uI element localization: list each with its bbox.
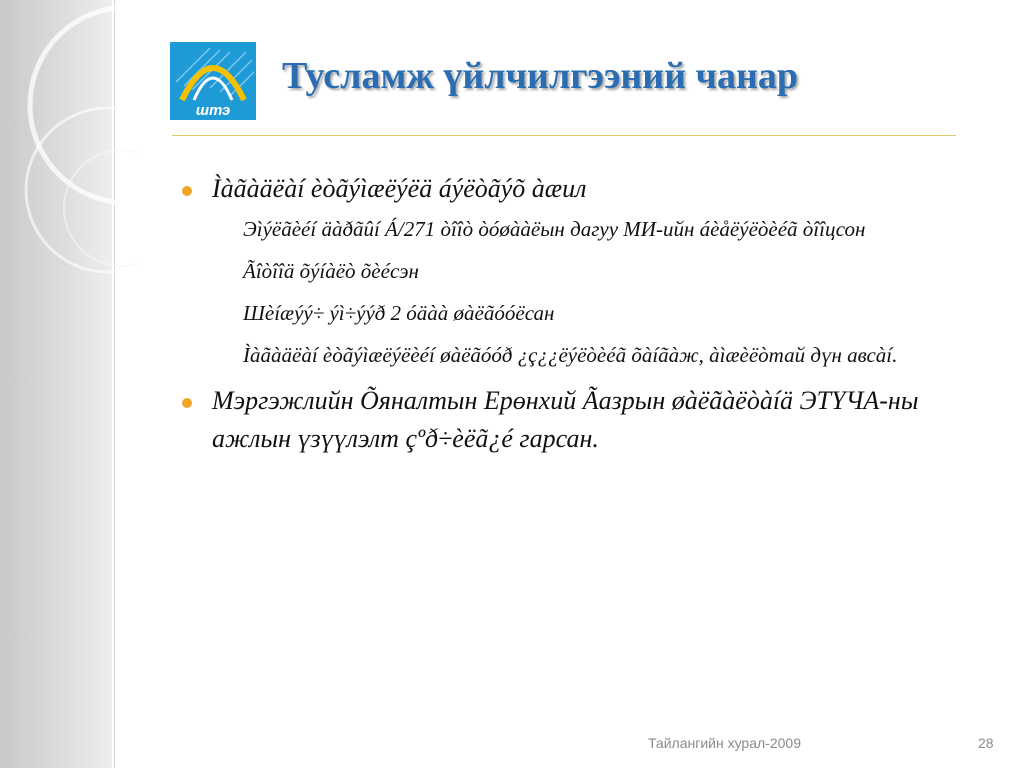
sub-bullet-item: Шèíæýý÷ ýì÷ýýð 2 óäàà øàëãóóëсан xyxy=(243,301,555,325)
bullet-dot-icon xyxy=(182,398,192,408)
bullet-item xyxy=(180,382,972,458)
slide-title: Тусламж үйлчилгээний чанар xyxy=(282,55,799,97)
bullet-item xyxy=(180,170,980,208)
bullet-text: Мэргэжлийн Õяналтын Ерөнхий Ãазрын øàëãàëòàíä ЭТҮЧА-ны ажлын үзүүлэлт çºð÷èëã¿é гарсан. xyxy=(212,386,919,453)
page-number: 28 xyxy=(978,735,994,751)
bullet-dot-icon xyxy=(182,186,192,196)
bullet-text: Ìàãàäëàí èòãýìæëýëä áýëòãýõ àæил xyxy=(212,174,587,203)
footer-event: Тайлангийн хурал-2009 xyxy=(648,735,801,751)
decorative-circles xyxy=(0,0,140,320)
sub-bullet-item: Ìàãàäëàí èòãýìæëýëèéí øàëãóóð ¿ç¿¿ëýëòèéã õàíãàж, àìæèëòтай дүн авсàí. xyxy=(243,343,898,367)
title-divider xyxy=(172,135,956,136)
logo-text: штэ xyxy=(195,102,231,119)
slide-content xyxy=(180,170,980,458)
shte-logo xyxy=(170,42,256,120)
sub-bullet-item: Ãîòîîä õýíàëò õèéсэн xyxy=(243,259,419,283)
sub-bullet-item: Эìýëãèéí äàðãûí Á/271 òîîò òóøààëын дагуу МИ-ийн áèåëýëòèéã òîîцсон xyxy=(243,217,866,241)
